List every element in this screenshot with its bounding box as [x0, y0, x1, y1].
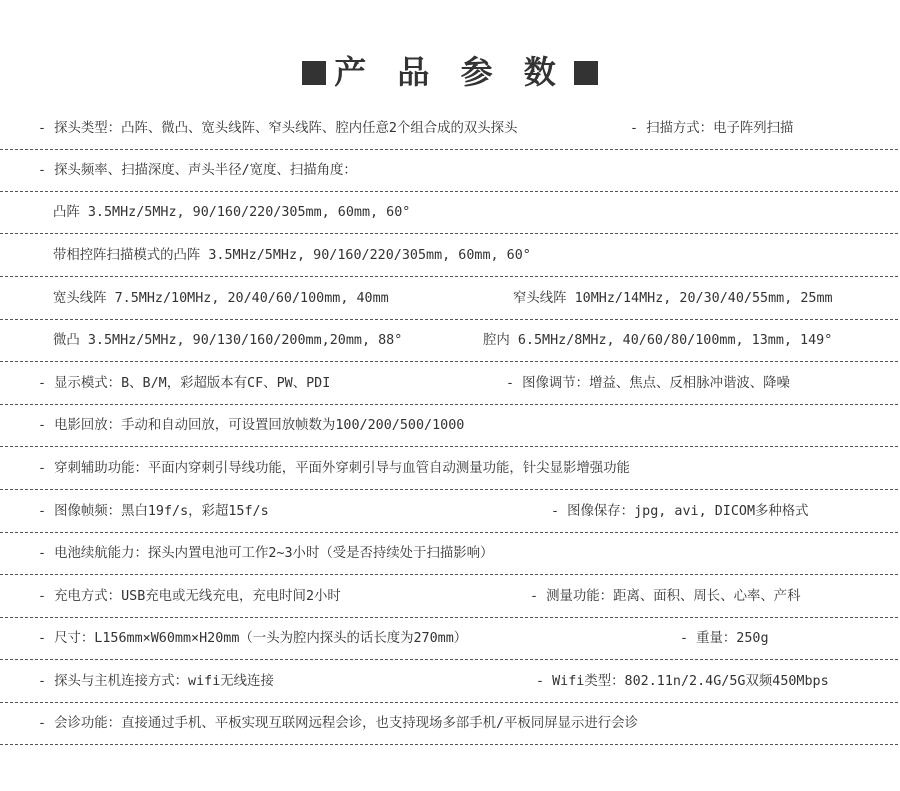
dashed-divider	[0, 574, 898, 575]
dashed-divider	[0, 489, 898, 490]
spec-left: 凸阵 3.5MHz/5MHz, 90/160/220/305mm, 60mm, 60°	[53, 205, 411, 220]
spec-left: - 电池续航能力：探头内置电池可工作2~3小时（受是否持续处于扫描影响）	[38, 546, 494, 561]
spec-row	[0, 576, 900, 618]
section-title	[0, 52, 900, 92]
spec-left: - 充电方式：USB充电或无线充电，充电时间2小时	[38, 589, 341, 604]
spec-left: 微凸 3.5MHz/5MHz, 90/130/160/200mm,20mm, 88°	[53, 333, 403, 348]
spec-row	[0, 533, 900, 575]
spec-right: - 扫描方式：电子阵列扫描	[630, 121, 794, 136]
spec-left: - 图像帧频：黑白19f/s，彩超15f/s	[38, 504, 269, 519]
dashed-divider	[0, 744, 898, 745]
spec-row	[0, 405, 900, 447]
spec-right: 窄头线阵 10MHz/14MHz, 20/30/40/55mm, 25mm	[513, 291, 833, 306]
dashed-divider	[0, 446, 898, 447]
spec-right: - 重量：250g	[680, 631, 769, 646]
spec-row	[0, 150, 900, 192]
spec-row	[0, 278, 900, 320]
spec-row	[0, 448, 900, 490]
spec-row	[0, 363, 900, 405]
spec-left: 带相控阵扫描模式的凸阵 3.5MHz/5MHz, 90/160/220/305mm, 60mm, 60°	[53, 248, 531, 263]
spec-row	[0, 108, 900, 150]
spec-right: - 图像调节：增益、焦点、反相脉冲谐波、降噪	[506, 376, 790, 391]
spec-right: - 图像保存：jpg, avi, DICOM多种格式	[551, 504, 809, 519]
spec-left: - 穿刺辅助功能：平面内穿刺引导线功能，平面外穿刺引导与血管自动测量功能，针尖显影增强功能	[38, 461, 630, 476]
spec-right: 腔内 6.5MHz/8MHz, 40/60/80/100mm, 13mm, 149°	[483, 333, 833, 348]
spec-left: - 尺寸：L156mm×W60mm×H20mm（一头为腔内探头的话长度为270mm）	[38, 631, 468, 646]
spec-row	[0, 703, 900, 745]
spec-row	[0, 661, 900, 703]
spec-row	[0, 618, 900, 660]
spec-left: - 会诊功能：直接通过手机、平板实现互联网远程会诊，也支持现场多部手机/平板同屏显示进行会诊	[38, 716, 638, 731]
section-title-text: 产 品 参 数	[334, 53, 566, 91]
dashed-divider	[0, 361, 898, 362]
spec-right: - Wifi类型：802.11n/2.4G/5G双频450Mbps	[536, 674, 829, 689]
spec-left: - 电影回放：手动和自动回放，可设置回放帧数为100/200/500/1000	[38, 418, 465, 433]
spec-right: - 测量功能：距离、面积、周长、心率、产科	[530, 589, 801, 604]
spec-row	[0, 235, 900, 277]
spec-left: - 探头与主机连接方式：wifi无线连接	[38, 674, 274, 689]
dashed-divider	[0, 233, 898, 234]
spec-row	[0, 192, 900, 234]
spec-left: - 显示模式：B、B/M，彩超版本有CF、PW、PDI	[38, 376, 331, 391]
dashed-divider	[0, 276, 898, 277]
dashed-divider	[0, 659, 898, 660]
spec-row	[0, 320, 900, 362]
square-bullet-icon	[574, 61, 598, 85]
spec-left: - 探头类型：凸阵、微凸、宽头线阵、窄头线阵、腔内任意2个组合成的双头探头	[38, 121, 518, 136]
spec-row	[0, 491, 900, 533]
spec-left: 宽头线阵 7.5MHz/10MHz, 20/40/60/100mm, 40mm	[53, 291, 389, 306]
spec-left: - 探头频率、扫描深度、声头半径/宽度、扫描角度：	[38, 163, 357, 178]
square-bullet-icon	[302, 61, 326, 85]
